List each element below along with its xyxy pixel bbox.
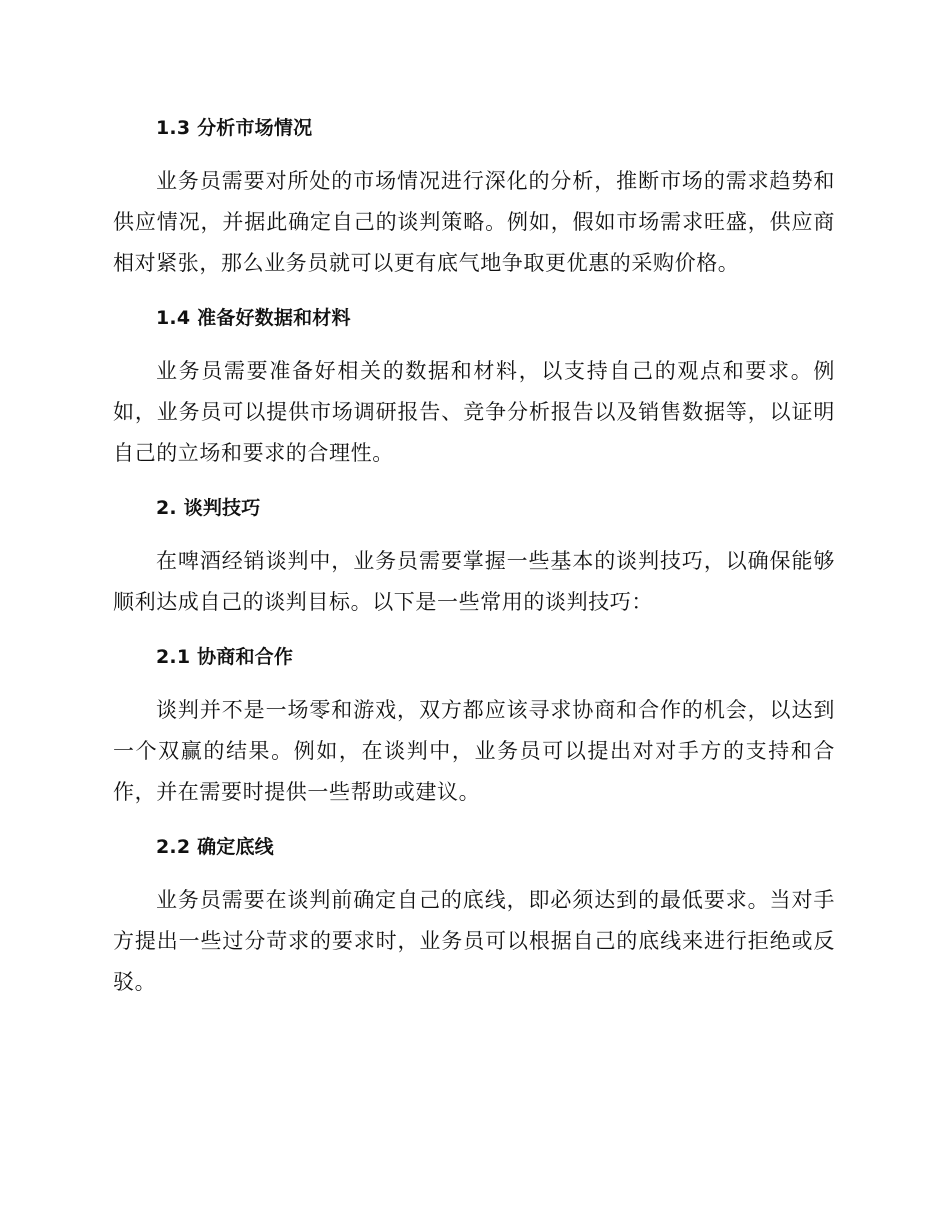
section-heading-1-4: 1.4 准备好数据和材料: [156, 307, 351, 329]
section-heading-2-1: 2.1 协商和合作: [156, 646, 294, 668]
section-paragraph-1-3: 业务员需要对所处的市场情况进行深化的分析，推断市场的需求趋势和供应情况，并据此确定自己的谈判策略。例如，假如市场需求旺盛，供应商相对紧张，那么业务员就可以更有底气地争取更优惠的采购价格。: [113, 169, 835, 275]
section-paragraph-1-4: 业务员需要准备好相关的数据和材料，以支持自己的观点和要求。例如，业务员可以提供市场调研报告、竞争分析报告以及销售数据等，以证明自己的立场和要求的合理性。: [113, 359, 835, 465]
section-paragraph-2-2: 业务员需要在谈判前确定自己的底线，即必须达到的最低要求。当对手方提出一些过分苛求的要求时，业务员可以根据自己的底线来进行拒绝或反驳。: [113, 888, 835, 994]
section-paragraph-2-1: 谈判并不是一场零和游戏，双方都应该寻求协商和合作的机会，以达到一个双赢的结果。例如，在谈判中，业务员可以提出对对手方的支持和合作，并在需要时提供一些帮助或建议。: [113, 698, 835, 804]
section-paragraph-2: 在啤酒经销谈判中，业务员需要掌握一些基本的谈判技巧，以确保能够顺利达成自己的谈判目标。以下是一些常用的谈判技巧：: [113, 549, 835, 614]
section-heading-1-3: 1.3 分析市场情况: [156, 117, 313, 139]
section-heading-2: 2. 谈判技巧: [156, 497, 261, 519]
section-heading-2-2: 2.2 确定底线: [156, 836, 274, 858]
document-body: [113, 108, 835, 1003]
